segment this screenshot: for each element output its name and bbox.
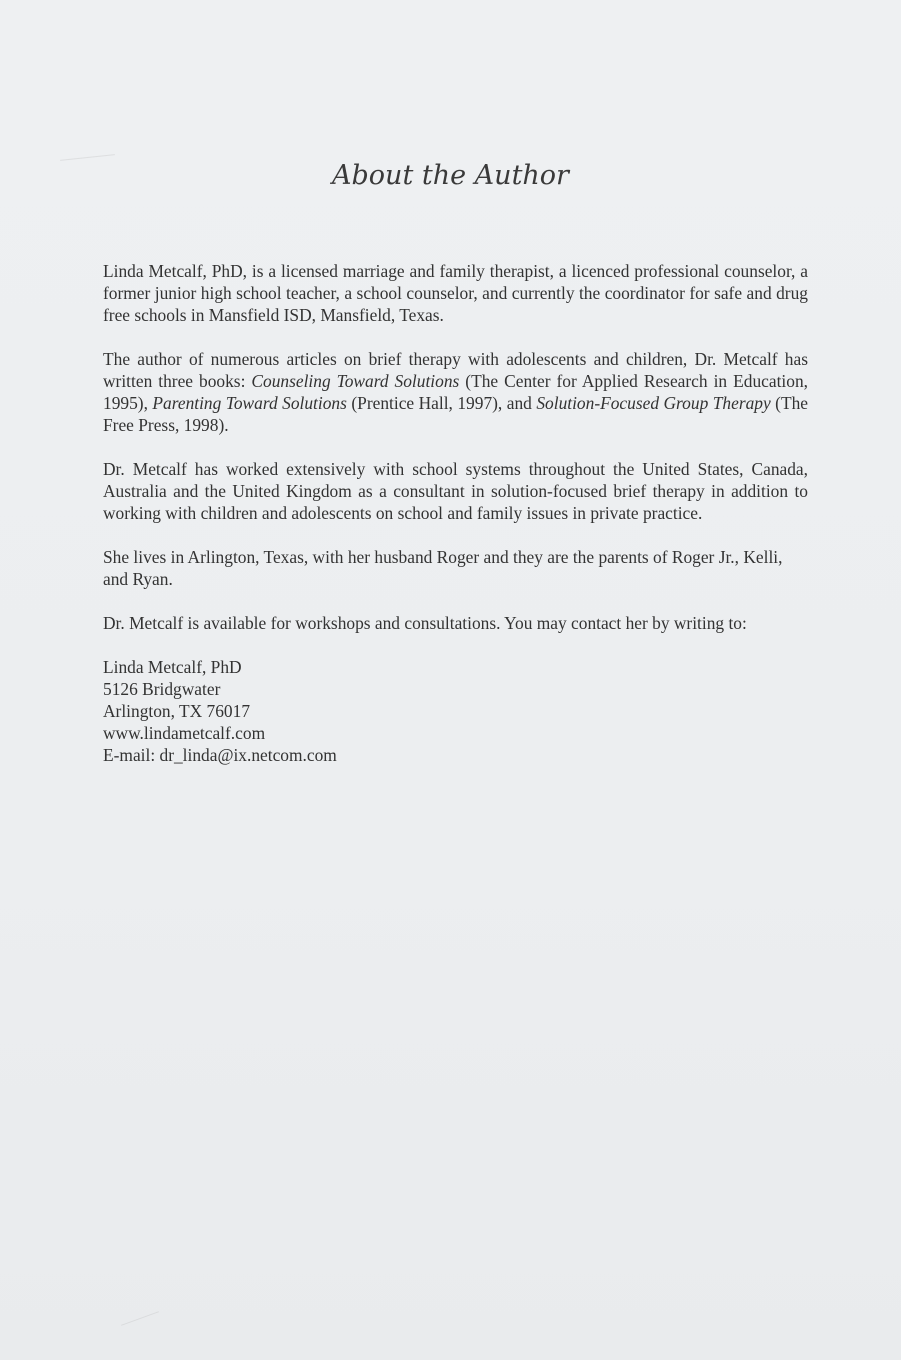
author-bio <box>103 260 808 766</box>
contact-address <box>103 656 808 766</box>
bio-paragraph-contact: Dr. Metcalf is available for workshops and consultations. You may contact her by writing to: <box>103 613 747 633</box>
address-website: www.lindametcalf.com <box>103 723 266 743</box>
book-title-counseling: Counseling Toward Solutions <box>251 371 460 391</box>
book-title-parenting: Parenting Toward Solutions <box>152 393 347 413</box>
bio-paragraph-credentials: Linda Metcalf, PhD, is a licensed marriage and family therapist, a licenced professional counselor, a former junior high school teacher, a school counselor, and currently the coordinator for safe and drug free schools in Mansfield ISD, Mansfield, Texas. <box>103 261 808 325</box>
bio-paragraph-books <box>103 348 808 436</box>
book-title-group-therapy: Solution-Focused Group Therapy <box>536 393 771 413</box>
page-title: About the Author <box>332 160 569 191</box>
address-email: E-mail: dr_linda@ix.netcom.com <box>103 745 337 765</box>
books-text-4: (The Free Press, 1998). <box>103 393 809 435</box>
address-name: Linda Metcalf, PhD <box>103 657 242 677</box>
bio-paragraph-family: She lives in Arlington, Texas, with her husband Roger and they are the parents of Roger Jr., Kelli, and Ryan. <box>103 547 783 589</box>
address-street: 5126 Bridgwater <box>103 679 221 699</box>
bio-paragraph-consulting: Dr. Metcalf has worked extensively with school systems throughout the United States, Canada, Australia and the United Kingdom as a consultant in solution-focused brief therapy in addition to working with children and adolescents on school and family issues in private practice. <box>103 459 808 523</box>
address-city: Arlington, TX 76017 <box>103 701 251 721</box>
page-scratch-mark <box>121 1311 159 1326</box>
books-text-3: (Prentice Hall, 1997), and <box>346 393 537 413</box>
books-intro-text: The author of numerous articles on brief therapy with adolescents and children, Dr. Metcalf has written three books: <box>103 349 808 391</box>
books-text-2: (The Center for Applied Research in Education, 1995), <box>103 371 808 413</box>
